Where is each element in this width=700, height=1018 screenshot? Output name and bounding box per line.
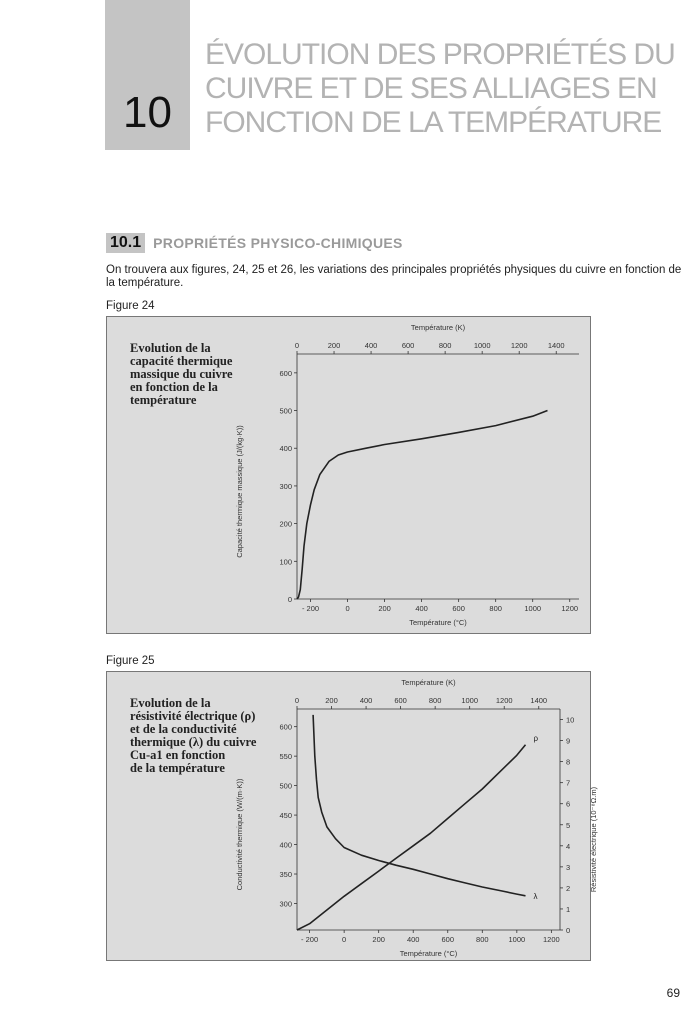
series-line (313, 715, 525, 896)
top-tick-label: 1400 (530, 696, 548, 705)
top-axis-label: Température (K) (410, 323, 466, 332)
top-tick-label: 800 (438, 341, 452, 350)
section-number: 10.1 (106, 233, 145, 253)
y-tick-label: 0 (287, 595, 292, 604)
y2-axis-label: Résistivité électrique (10⁻⁸Ω.m) (589, 786, 598, 893)
y2-tick-label: 1 (566, 904, 571, 914)
y-tick-label: 400 (279, 840, 292, 850)
y2-tick-label: 5 (566, 820, 571, 830)
x-tick-label: 400 (406, 935, 420, 944)
y-axis-label: Conductivité thermique (W/(m·K)) (235, 778, 244, 891)
series-label: λ (533, 891, 538, 901)
top-axis-label: Température (K) (401, 678, 456, 687)
top-tick-label: 200 (327, 341, 341, 350)
top-tick-label: 200 (325, 696, 338, 705)
series-line (297, 745, 526, 930)
figure-25-label: Figure 25 (106, 655, 155, 667)
section-heading (106, 233, 403, 253)
y-tick-label: 350 (279, 870, 292, 880)
x-tick-label: 200 (372, 935, 385, 944)
caption-line: résistivité électrique (ρ) (130, 709, 256, 723)
caption-line: massique du cuivre (130, 367, 233, 381)
top-tick-label: 400 (364, 341, 378, 350)
y-tick-label: 500 (279, 406, 292, 416)
chapter-title (205, 38, 685, 140)
y2-tick-label: 6 (566, 799, 571, 809)
y2-tick-label: 9 (566, 736, 571, 746)
x-tick-label: 800 (476, 935, 489, 944)
caption-line: thermique (λ) du cuivre (130, 735, 257, 749)
x-tick-label: 600 (441, 935, 455, 944)
x-axis-label: Température (°C) (399, 949, 458, 958)
top-tick-label: 400 (359, 696, 373, 705)
x-tick-label: 0 (342, 935, 347, 944)
y-tick-label: 300 (279, 899, 292, 909)
series-label: ρ (533, 733, 539, 743)
series-line (297, 411, 548, 600)
caption-line: température (130, 393, 197, 407)
y2-tick-label: 0 (566, 926, 571, 935)
top-tick-label: 1400 (547, 341, 565, 350)
y-tick-label: 500 (279, 781, 292, 791)
x-tick-label: 1000 (524, 604, 542, 613)
x-tick-label: - 200 (301, 604, 320, 613)
top-tick-label: 1000 (461, 696, 479, 705)
figure-24-label: Figure 24 (106, 300, 155, 312)
figure-25-chart (107, 672, 598, 960)
y2-tick-label: 3 (566, 862, 571, 872)
y2-tick-label: 10 (566, 715, 575, 725)
figure-24-chart (107, 317, 590, 633)
top-tick-label: 600 (401, 341, 415, 350)
top-tick-label: 0 (294, 341, 300, 350)
caption-line: Cu-a1 en fonction (130, 748, 226, 762)
y-tick-label: 600 (279, 368, 292, 378)
caption-line: de la température (130, 761, 225, 775)
x-tick-label: 600 (452, 604, 465, 613)
x-tick-label: 800 (489, 604, 502, 613)
chapter-number: 10 (123, 88, 172, 137)
y-tick-label: 400 (279, 444, 292, 454)
section-title: PROPRIÉTÉS PHYSICO-CHIMIQUES (153, 235, 403, 251)
y-tick-label: 550 (279, 752, 292, 762)
x-tick-label: 200 (378, 604, 391, 613)
y-tick-label: 300 (279, 481, 292, 491)
caption-line: Evolution de la (130, 696, 211, 710)
chapter-title-line: CUIVRE ET DE SES ALLIAGES EN (205, 72, 657, 105)
x-tick-label: - 200 (301, 935, 319, 944)
y2-tick-label: 2 (566, 883, 571, 893)
chapter-number-box (105, 0, 190, 150)
y2-tick-label: 4 (566, 841, 571, 851)
caption-line: capacité thermique (130, 354, 233, 368)
caption-line: en fonction de la (130, 380, 218, 394)
x-axis-label: Température (°C) (409, 618, 467, 627)
top-tick-label: 1200 (495, 696, 513, 705)
caption-line: et de la conductivité (130, 722, 237, 736)
figure-24-panel (106, 316, 591, 634)
top-tick-label: 1200 (510, 341, 528, 350)
top-tick-label: 0 (294, 696, 300, 705)
caption-line: Evolution de la (130, 341, 211, 355)
y-tick-label: 200 (279, 519, 292, 529)
top-tick-label: 1000 (473, 341, 491, 350)
y-axis-label: Capacité thermique massique (J/(kg·K)) (235, 425, 244, 558)
y2-tick-label: 7 (566, 778, 571, 788)
figure-25-panel (106, 671, 598, 961)
x-tick-label: 1200 (543, 935, 560, 944)
x-tick-label: 400 (415, 604, 428, 613)
y-tick-label: 600 (279, 722, 292, 732)
intro-paragraph: On trouvera aux figures, 24, 25 et 26, les variations des principales propriétés physiques du cuivre en fonction de la température. (106, 264, 682, 289)
top-tick-label: 800 (428, 696, 442, 705)
top-tick-label: 600 (394, 696, 407, 705)
chapter-title-line: FONCTION DE LA TEMPÉRATURE (205, 106, 662, 139)
chapter-title-line: ÉVOLUTION DES PROPRIÉTÉS DU (205, 38, 675, 71)
y-tick-label: 100 (279, 557, 292, 567)
x-tick-label: 0 (345, 604, 350, 613)
y-tick-label: 450 (279, 811, 292, 821)
page-number: 69 (666, 986, 680, 1000)
y2-tick-label: 8 (566, 757, 571, 767)
x-tick-label: 1000 (508, 935, 526, 944)
x-tick-label: 1200 (561, 604, 579, 613)
